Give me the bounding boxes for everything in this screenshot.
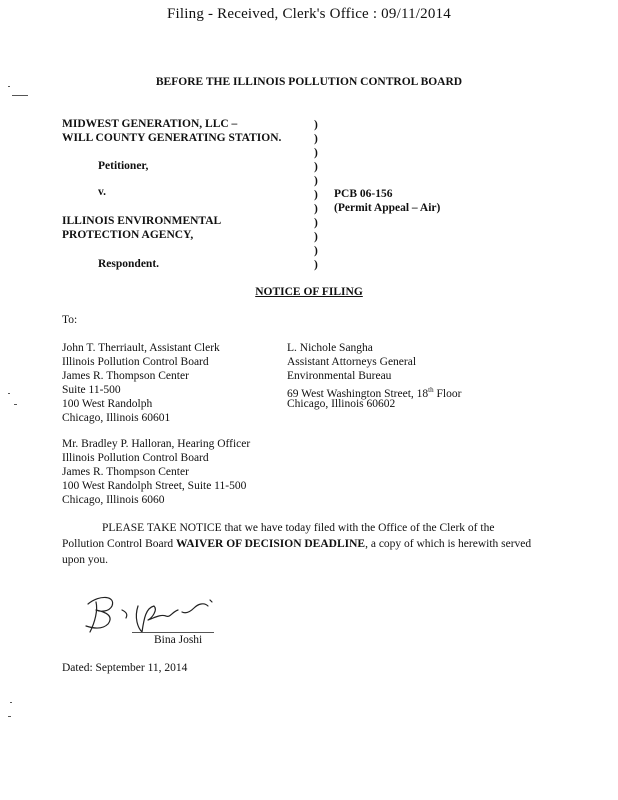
address-line: Chicago, Illinois 60601 xyxy=(62,412,171,424)
address-line: Suite 11-500 xyxy=(62,384,121,396)
scan-speck xyxy=(8,393,10,394)
street-floor: Floor xyxy=(433,387,462,400)
caption-paren: ) xyxy=(314,217,318,229)
petitioner-label: Petitioner, xyxy=(98,160,149,172)
caption-paren: ) xyxy=(314,245,318,257)
address-line: Chicago, Illinois 6060 xyxy=(62,494,165,506)
caption-paren: ) xyxy=(314,231,318,243)
address-line: Illinois Pollution Control Board xyxy=(62,452,209,464)
address-line: John T. Therriault, Assistant Clerk xyxy=(62,342,220,354)
petitioner-name-line1: MIDWEST GENERATION, LLC – xyxy=(62,118,238,130)
recipient-clerk-address xyxy=(62,341,220,425)
address-line: James R. Thompson Center xyxy=(62,370,189,382)
board-heading: BEFORE THE ILLINOIS POLLUTION CONTROL BOARD xyxy=(155,76,463,88)
scan-speck xyxy=(14,404,17,405)
address-line xyxy=(287,383,462,400)
recipient-hearing-officer-address xyxy=(62,437,250,507)
address-line: L. Nichole Sangha xyxy=(287,342,373,354)
recipient-attorney-address xyxy=(287,341,461,411)
caption-paren: ) xyxy=(314,133,318,145)
address-line: Mr. Bradley P. Halloran, Hearing Officer xyxy=(62,438,251,450)
scan-speck xyxy=(10,702,12,703)
case-number: PCB 06-156 xyxy=(334,188,393,200)
address-line: Environmental Bureau xyxy=(287,370,392,382)
caption-paren: ) xyxy=(314,259,318,271)
caption-paren: ) xyxy=(314,175,318,187)
filed-document-title: WAIVER OF DECISION DEADLINE xyxy=(176,538,366,550)
signature-line xyxy=(132,632,214,633)
to-label: To: xyxy=(62,314,78,326)
scan-speck xyxy=(8,716,11,717)
respondent-name-line1: ILLINOIS ENVIRONMENTAL xyxy=(62,215,222,227)
caption-paren: ) xyxy=(314,203,318,215)
respondent-label: Respondent. xyxy=(98,258,160,270)
versus-label: v. xyxy=(98,186,106,198)
caption-paren: ) xyxy=(314,161,318,173)
filing-stamp: Filing - Received, Clerk's Office : 09/11/2014 xyxy=(167,6,451,22)
address-line: Assistant Attorneys General xyxy=(287,356,417,368)
address-line: Chicago, Illinois 60602 xyxy=(287,398,396,410)
signatory-name: Bina Joshi xyxy=(154,634,203,646)
date-line: Dated: September 11, 2014 xyxy=(62,662,188,674)
address-line: Illinois Pollution Control Board xyxy=(62,356,209,368)
address-line: 100 West Randolph xyxy=(62,398,153,410)
petitioner-name-line2: WILL COUNTY GENERATING STATION. xyxy=(62,132,282,144)
street-text: 69 West Washington Street, 18 xyxy=(287,387,429,400)
notice-tail: , a copy of which is herewith served upon you. xyxy=(62,538,532,566)
notice-lead: PLEASE TAKE NOTICE that we have today filed with the Office of the Clerk of the Pollution Control Board xyxy=(62,522,495,550)
address-line: 100 West Randolph Street, Suite 11-500 xyxy=(62,480,247,492)
caption-paren: ) xyxy=(314,147,318,159)
notice-paragraph xyxy=(62,520,532,568)
signature-mark xyxy=(82,588,222,638)
respondent-name-line2: PROTECTION AGENCY, xyxy=(62,229,194,241)
caption-paren: ) xyxy=(314,119,318,131)
caption-paren-column xyxy=(314,118,318,272)
notice-title: NOTICE OF FILING xyxy=(255,286,363,298)
street-ordinal: th xyxy=(428,386,434,394)
caption-paren: ) xyxy=(314,189,318,201)
scan-speck xyxy=(12,95,28,96)
address-line: James R. Thompson Center xyxy=(62,466,189,478)
case-type: (Permit Appeal – Air) xyxy=(334,202,441,214)
